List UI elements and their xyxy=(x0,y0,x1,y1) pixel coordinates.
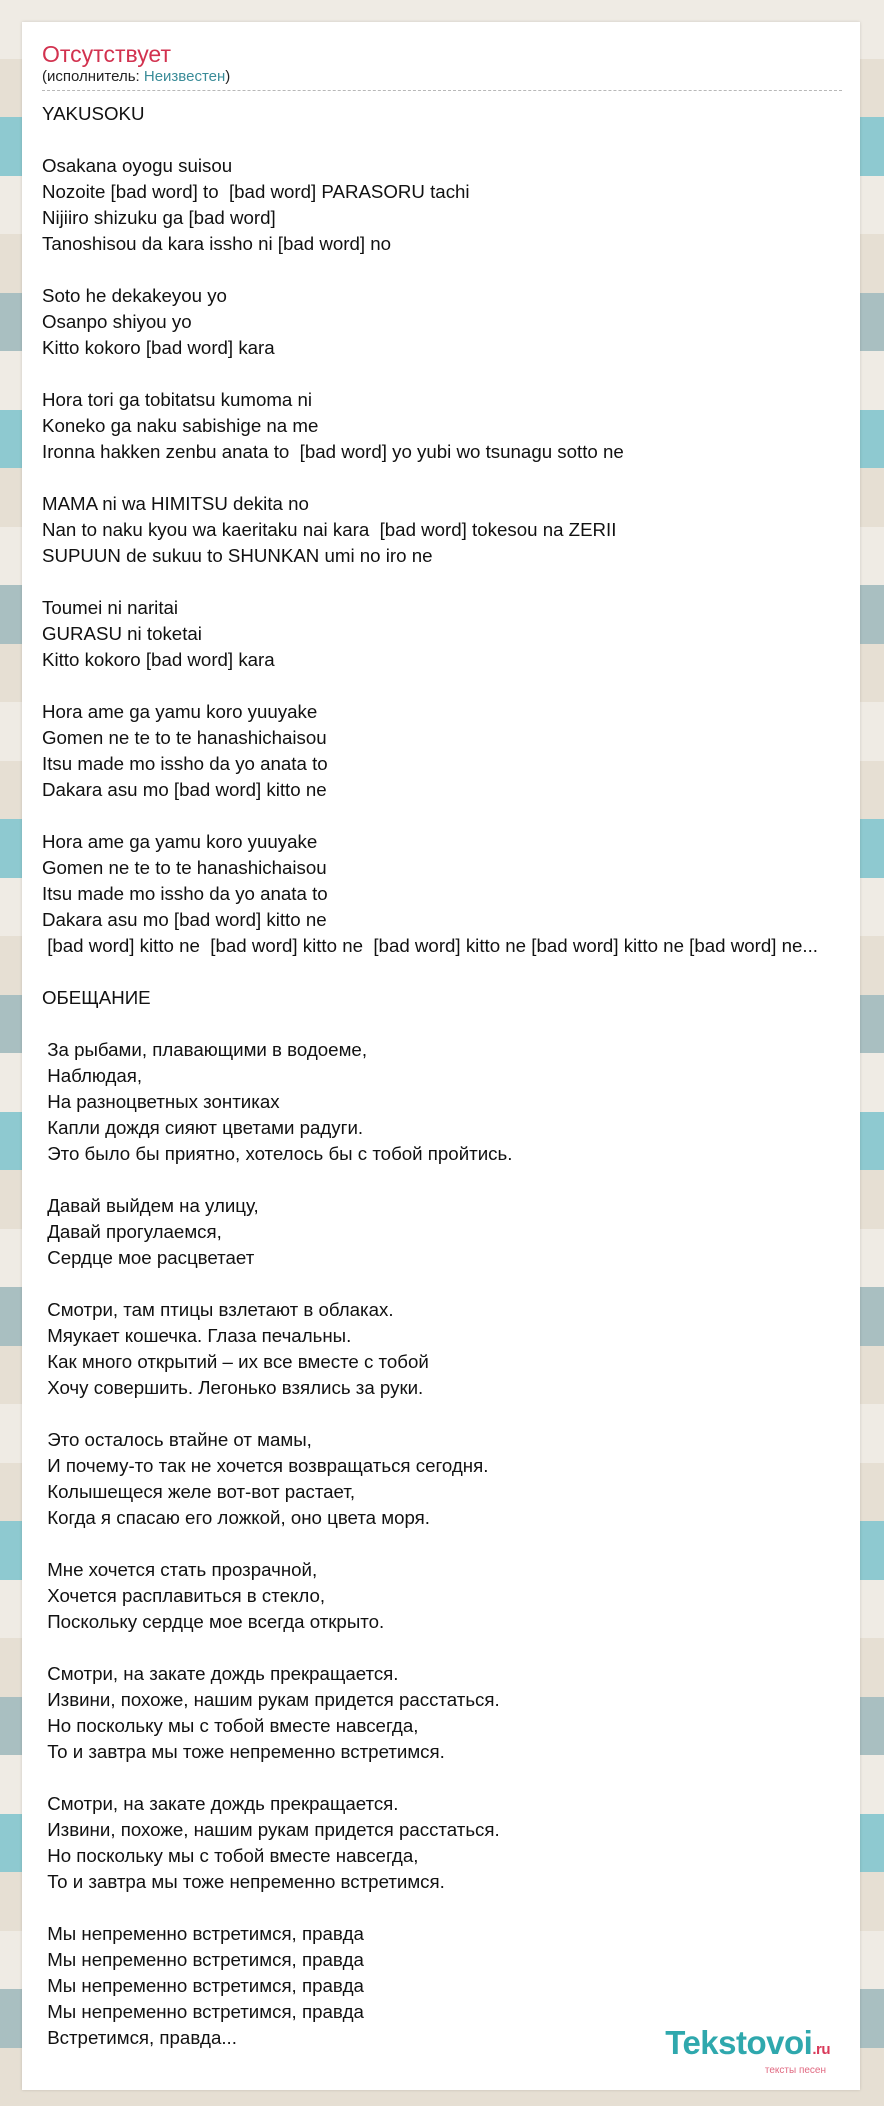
lyrics-line: Колышещеся желе вот-вот растает, xyxy=(42,1481,356,1502)
lyrics-line xyxy=(42,1401,857,1427)
lyrics-line: Извини, похоже, нашим рукам придется расстаться. xyxy=(42,1819,500,1840)
lyrics-line: Смотри, там птицы взлетают в облаках. xyxy=(42,1299,394,1320)
artist-prefix: (исполнитель: xyxy=(42,68,144,85)
lyrics-line xyxy=(42,361,857,387)
lyrics-line: То и завтра мы тоже непременно встретимся. xyxy=(42,1741,445,1762)
lyrics-line: SUPUUN de sukuu to SHUNKAN umi no iro ne xyxy=(42,545,433,566)
artist-link[interactable]: Неизвестен xyxy=(143,68,226,85)
lyrics-line: Смотри, на закате дождь прекращается. xyxy=(42,1793,399,1814)
lyrics-line: Hora ame ga yamu koro yuuyake xyxy=(42,701,318,722)
lyrics-line: ОБЕЩАНИЕ xyxy=(42,987,151,1008)
lyrics-line: Это осталось втайне от мамы, xyxy=(42,1429,312,1450)
lyrics-line: Ironna hakken zenbu anata to [bad word] yo yubi wo tsunagu sotto ne xyxy=(42,441,624,462)
lyrics-line: За рыбами, плавающими в водоеме, xyxy=(42,1039,368,1060)
lyrics-line xyxy=(42,257,857,283)
lyrics-line: Давай прогулаемся, xyxy=(42,1221,222,1242)
lyrics-line xyxy=(42,465,857,491)
lyrics-line: GURASU ni toketai xyxy=(42,623,202,644)
lyrics-line: Мяукает кошечка. Глаза печальны. xyxy=(42,1325,352,1346)
lyrics-line: [bad word] kitto ne [bad word] kitto ne [bad word] kitto ne [bad word] kitto ne [bad word] ne... xyxy=(42,935,818,956)
lyrics-line xyxy=(42,1271,857,1297)
lyrics-line: MAMA ni wa HIMITSU dekita no xyxy=(42,493,309,514)
lyrics-line: Капли дождя сияют цветами радуги. xyxy=(42,1117,364,1138)
artist-suffix: ) xyxy=(225,68,231,85)
lyrics-line: Nijiiro shizuku ga [bad word] xyxy=(42,207,276,228)
lyrics-line: Но поскольку мы с тобой вместе навсегда, xyxy=(42,1715,419,1736)
lyrics-line: Когда я спасаю его ложкой, оно цвета моря. xyxy=(42,1507,430,1528)
lyrics-line xyxy=(42,127,857,153)
lyrics-line: Nozoite [bad word] to [bad word] PARASORU tachi xyxy=(42,181,470,202)
lyrics-line: Koneko ga naku sabishige na me xyxy=(42,415,319,436)
lyrics-line: Как много открытий – их все вместе с тобой xyxy=(42,1351,429,1372)
lyrics-line xyxy=(42,1635,857,1661)
lyrics-line: Это было бы приятно, хотелось бы с тобой пройтись. xyxy=(42,1143,513,1164)
lyrics-line: Мы непременно встретимся, правда xyxy=(42,1975,364,1996)
lyrics-line xyxy=(42,1167,857,1193)
lyrics-line: Toumei ni naritai xyxy=(42,597,179,618)
lyrics-line: Hora ame ga yamu koro yuuyake xyxy=(42,831,318,852)
lyrics-line: Gomen ne te to te hanashichaisou xyxy=(42,857,327,878)
lyrics-line: Мы непременно встретимся, правда xyxy=(42,2001,364,2022)
lyrics-line xyxy=(42,1765,857,1791)
lyrics-line: Мне хочется стать прозрачной, xyxy=(42,1559,318,1580)
lyrics-line: Nan to naku kyou wa kaeritaku nai kara [bad word] tokesou na ZERII xyxy=(42,519,617,540)
song-title: Отсутствует xyxy=(42,41,171,67)
lyrics-line: То и завтра мы тоже непременно встретимся. xyxy=(42,1871,445,1892)
lyrics-line: Извини, похоже, нашим рукам придется расстаться. xyxy=(42,1689,500,1710)
lyrics-line: Dakara asu mo [bad word] kitto ne xyxy=(42,909,327,930)
lyrics-line: Kitto kokoro [bad word] kara xyxy=(42,649,275,670)
lyrics-line: Но поскольку мы с тобой вместе навсегда, xyxy=(42,1845,419,1866)
lyrics-line: Kitto kokoro [bad word] kara xyxy=(42,337,275,358)
logo-tld: .ru xyxy=(812,2041,830,2058)
lyrics-card xyxy=(22,22,860,2090)
lyrics-line: Сердце мое расцветает xyxy=(42,1247,255,1268)
lyrics-line: Soto he dekakeyou yo xyxy=(42,285,227,306)
lyrics-line xyxy=(42,959,857,985)
lyrics-line: На разноцветных зонтиках xyxy=(42,1091,280,1112)
lyrics-line xyxy=(42,673,857,699)
site-logo[interactable] xyxy=(665,2026,830,2076)
divider xyxy=(42,90,842,91)
lyrics-line xyxy=(42,1531,857,1557)
lyrics-line: Мы непременно встретимся, правда xyxy=(42,1949,364,1970)
lyrics-text xyxy=(42,101,857,2051)
lyrics-line: Osakana oyogu suisou xyxy=(42,155,233,176)
content xyxy=(42,40,857,2051)
lyrics-line: Tanoshisou da kara issho ni [bad word] no xyxy=(42,233,392,254)
lyrics-line: Хочется расплавиться в стекло, xyxy=(42,1585,326,1606)
lyrics-line xyxy=(42,569,857,595)
artist-line xyxy=(42,68,857,86)
lyrics-line: Хочу совершить. Легонько взялись за руки. xyxy=(42,1377,424,1398)
logo-tagline: тексты песен xyxy=(764,2065,826,2076)
lyrics-line xyxy=(42,1011,857,1037)
lyrics-line: Поскольку сердце мое всегда открыто. xyxy=(42,1611,385,1632)
lyrics-line: Itsu made mo issho da yo anata to xyxy=(42,753,328,774)
lyrics-line: И почему-то так не хочется возвращаться сегодня. xyxy=(42,1455,489,1476)
lyrics-line: Встретимся, правда... xyxy=(42,2027,237,2048)
lyrics-line: YAKUSOKU xyxy=(42,103,145,124)
lyrics-line: Давай выйдем на улицу, xyxy=(42,1195,259,1216)
lyrics-line: Смотри, на закате дождь прекращается. xyxy=(42,1663,399,1684)
lyrics-line: Hora tori ga tobitatsu kumoma ni xyxy=(42,389,313,410)
lyrics-line: Itsu made mo issho da yo anata to xyxy=(42,883,328,904)
lyrics-line xyxy=(42,1895,857,1921)
lyrics-line: Dakara asu mo [bad word] kitto ne xyxy=(42,779,327,800)
lyrics-line: Osanpo shiyou yo xyxy=(42,311,192,332)
lyrics-line xyxy=(42,803,857,829)
logo-name: Tekstovoi xyxy=(665,2024,813,2061)
lyrics-line: Наблюдая, xyxy=(42,1065,143,1086)
lyrics-line: Мы непременно встретимся, правда xyxy=(42,1923,364,1944)
lyrics-line: Gomen ne te to te hanashichaisou xyxy=(42,727,327,748)
